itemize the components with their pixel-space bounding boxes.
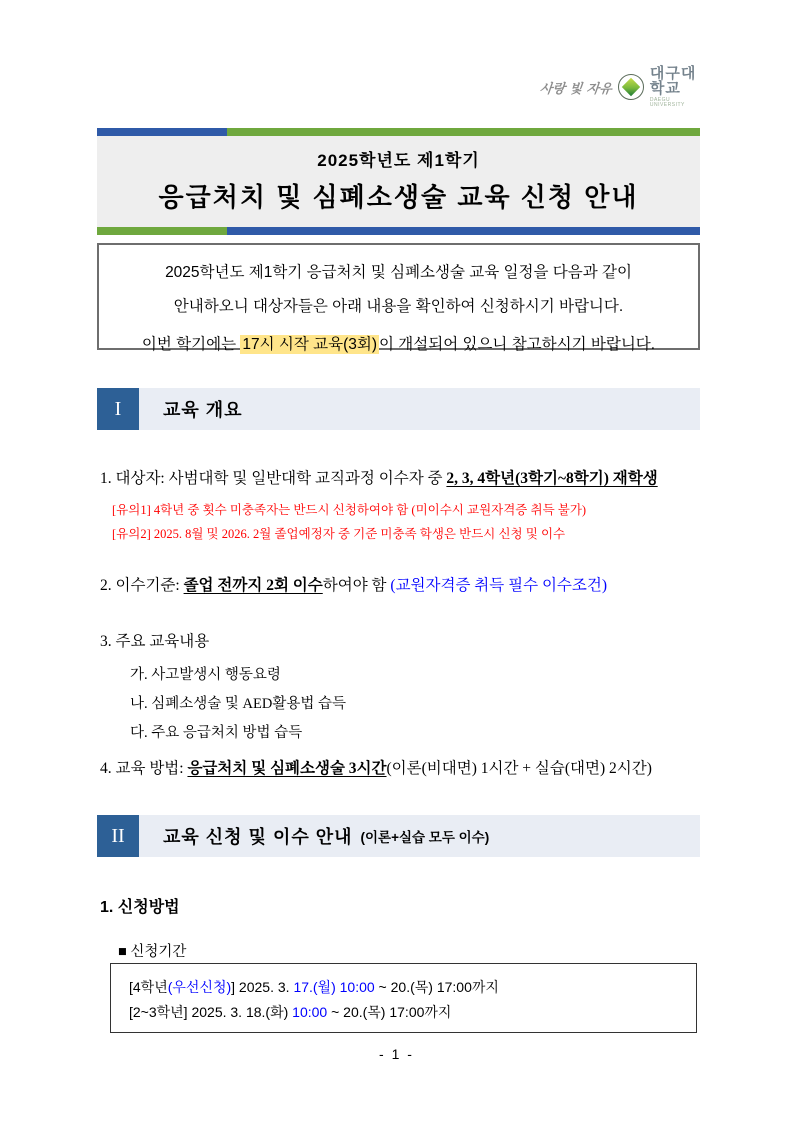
banner-bottom-bar xyxy=(97,227,700,235)
apply-method-title xyxy=(100,894,180,917)
target-item-prefix: 1. 대상자: 사범대학 및 일반대학 교직과정 이수자 중 xyxy=(100,470,447,487)
bar-green-segment xyxy=(97,227,227,235)
apply-period-title-text: 신청기간 xyxy=(126,944,187,960)
banner-body xyxy=(97,136,700,227)
apply-period-title xyxy=(118,940,186,961)
method-prefix: 4. 교육 방법: xyxy=(100,760,188,777)
period-line-grade23 xyxy=(129,1000,696,1025)
emblem-diamond-icon xyxy=(622,78,640,96)
notice-line1: 2025학년도 제1학기 응급처치 및 심폐소생술 교육 일정을 다음과 같이 xyxy=(165,264,632,281)
notice-line3 xyxy=(99,332,698,354)
target-item-underlined: 2, 3, 4학년(3학기~8학기) 재학생 xyxy=(446,470,658,487)
apply-method-title-text: 1. 신청방법 xyxy=(100,899,180,916)
section2-header xyxy=(97,815,700,857)
caution-note-1: [유의1] 4학년 중 횟수 미충족자는 반드시 신청하여야 함 (미이수시 교원자격증 취득 불가) xyxy=(112,503,587,517)
period-seg: ~ 20.(목) 17:00까지 xyxy=(374,979,499,995)
page-number: - 1 - xyxy=(379,1046,414,1062)
completion-criteria-item xyxy=(100,573,607,595)
bar-green-segment xyxy=(227,128,700,136)
target-item xyxy=(100,466,658,488)
criteria-middle: 하여야 함 xyxy=(322,577,391,594)
period-seg: ] 2025. 3. xyxy=(231,979,294,995)
content-sub-a: 가. 사고발생시 행동요령 xyxy=(130,667,281,683)
criteria-blue-note: (교원자격증 취득 필수 이수조건) xyxy=(390,577,608,594)
bar-blue-segment xyxy=(227,227,700,235)
university-name-en: DAEGU UNIVERSITY xyxy=(649,97,685,108)
banner-top-bar xyxy=(97,128,700,136)
period-seg: ~ 20.(목) 17:00까지 xyxy=(327,1004,452,1020)
application-period-box xyxy=(110,963,697,1033)
title-banner xyxy=(97,128,700,235)
highlighted-text: 17시 시작 교육(3회) xyxy=(242,336,377,353)
page-title: 응급처치 및 심폐소생술 교육 신청 안내 xyxy=(158,182,639,212)
university-emblem-icon xyxy=(618,74,644,100)
period-seg: [2~3학년] 2025. 3. 18.(화) xyxy=(129,1004,293,1020)
bar-blue-segment xyxy=(97,128,227,136)
caution-note-2: [유의2] 2025. 8월 및 2026. 2월 졸업예정자 중 기준 미충족 학생은 반드시 신청 및 이수 xyxy=(112,527,566,541)
notice-box xyxy=(97,243,700,353)
square-bullet-icon: ■ xyxy=(118,944,127,960)
section2-numeral-badge: II xyxy=(97,815,139,857)
university-name-kr: 대구대학교 xyxy=(649,65,697,97)
semester-subtitle: 2025학년도 제1학기 xyxy=(317,151,480,170)
method-underlined: 응급처치 및 심폐소생술 3시간 xyxy=(187,760,387,777)
method-item xyxy=(100,756,652,778)
period-line-grade4 xyxy=(129,975,696,1000)
notice-line2: 안내하오니 대상자들은 아래 내용을 확인하여 신청하시기 바랍니다. xyxy=(173,298,624,315)
period-seg: [4학년 xyxy=(129,979,168,995)
period-seg: (우선신청) xyxy=(167,979,232,995)
logo-slogan: 사랑 빛 자유 xyxy=(539,81,613,97)
notice-line3-suffix: 이 개설되어 있으니 참고하시기 바랍니다. xyxy=(379,336,656,353)
section2-title: 교육 신청 및 이수 안내 xyxy=(163,827,353,847)
criteria-prefix: 2. 이수기준: xyxy=(100,577,184,594)
section2-subtitle: (이론+실습 모두 이수) xyxy=(360,830,490,845)
criteria-underlined: 졸업 전까지 2회 이수 xyxy=(183,577,323,594)
method-suffix: (이론(비대면) 1시간 + 실습(대면) 2시간) xyxy=(386,760,652,777)
content-sub-c: 다. 주요 응급처치 방법 습득 xyxy=(130,725,303,741)
university-name-block xyxy=(650,66,700,108)
notice-line3-prefix: 이번 학기에는 xyxy=(141,336,241,353)
section1-title: 교육 개요 xyxy=(163,400,243,420)
section1-header xyxy=(97,388,700,430)
period-seg: 10:00 xyxy=(292,1004,328,1020)
content-sub-b: 나. 심폐소생술 및 AED활용법 습득 xyxy=(130,696,347,712)
period-seg: 17.(월) 10:00 xyxy=(293,979,375,995)
section1-numeral-badge: I xyxy=(97,388,139,430)
university-logo xyxy=(540,66,700,108)
content-item-title: 3. 주요 교육내용 xyxy=(100,633,210,650)
